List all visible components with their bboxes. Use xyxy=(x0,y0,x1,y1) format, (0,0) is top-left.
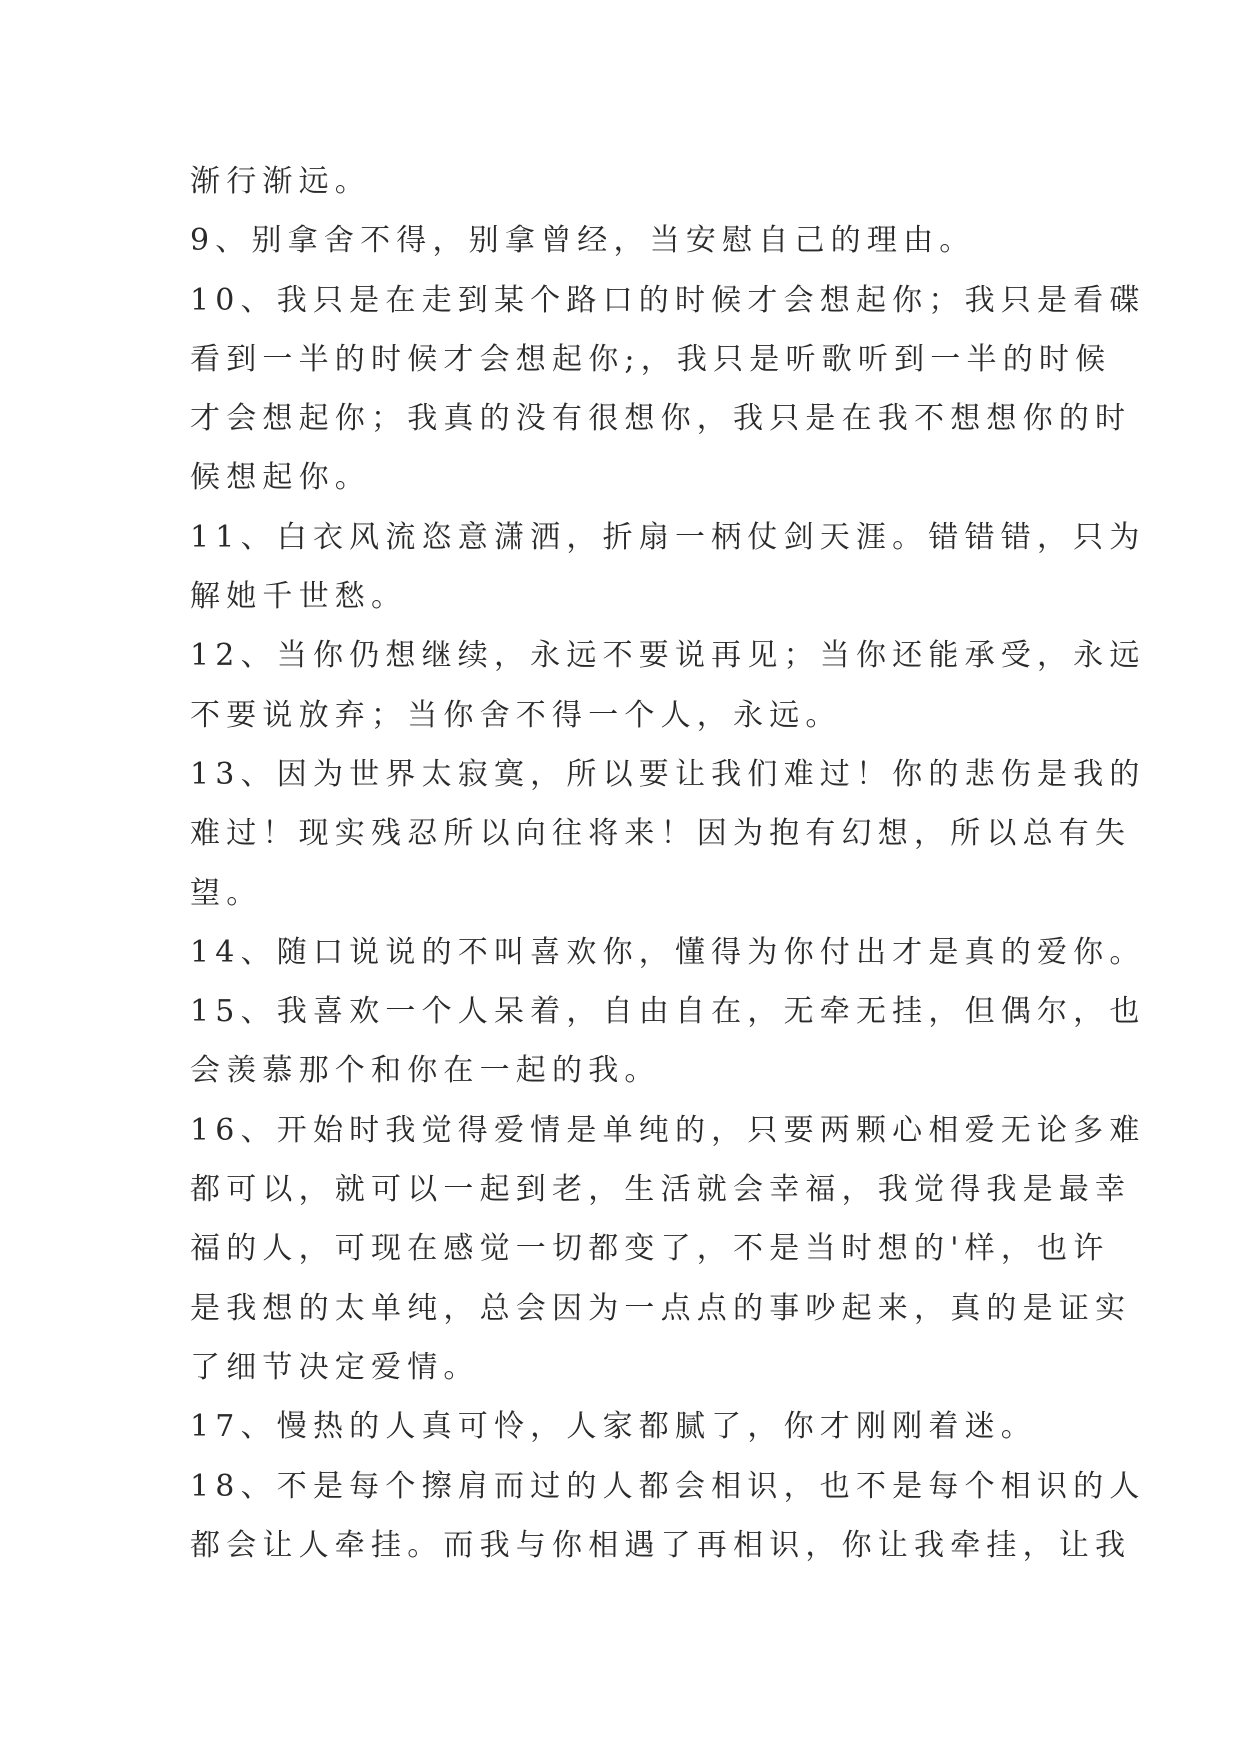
text-line: 才会想起你；我真的没有很想你，我只是在我不想想你的时 xyxy=(190,401,1132,437)
text-line: 15、我喜欢一个人呆着，自由自在，无牵无挂，但偶尔，也 xyxy=(190,994,1146,1030)
text-line: 17、慢热的人真可怜，人家都腻了，你才刚刚着迷。 xyxy=(190,1409,1037,1445)
text-line: 解她千世愁。 xyxy=(190,579,408,615)
text-line: 18、不是每个擦肩而过的人都会相识，也不是每个相识的人 xyxy=(190,1468,1146,1504)
text-line: 是我想的太单纯，总会因为一点点的事吵起来，真的是证实 xyxy=(190,1290,1132,1326)
text-line: 福的人，可现在感觉一切都变了，不是当时想的'样，也许 xyxy=(190,1231,1110,1267)
text-line: 10、我只是在走到某个路口的时候才会想起你；我只是看碟 xyxy=(190,282,1146,318)
text-line: 11、白衣风流恣意潇洒，折扇一柄仗剑天涯。错错错，只为 xyxy=(190,519,1146,555)
text-line: 难过！现实残忍所以向往将来！因为抱有幻想，所以总有失 xyxy=(190,816,1132,852)
text-line: 了细节决定爱情。 xyxy=(190,1349,480,1385)
text-line: 都会让人牵挂。而我与你相遇了再相识，你让我牵挂，让我 xyxy=(190,1527,1132,1563)
document-body xyxy=(190,152,1146,1575)
text-line: 都可以，就可以一起到老，生活就会幸福，我觉得我是最幸 xyxy=(190,1172,1132,1208)
text-line: 16、开始时我觉得爱情是单纯的，只要两颗心相爱无论多难 xyxy=(190,1112,1146,1148)
text-line: 看到一半的时候才会想起你;，我只是听歌听到一半的时候 xyxy=(190,341,1112,377)
text-line: 会羡慕那个和你在一起的我。 xyxy=(190,1053,661,1089)
text-line: 9、别拿舍不得，别拿曾经，当安慰自己的理由。 xyxy=(190,223,976,259)
text-line: 候想起你。 xyxy=(190,460,371,496)
text-line: 望。 xyxy=(190,875,263,911)
text-line: 渐行渐远。 xyxy=(190,164,371,199)
text-line: 14、随口说说的不叫喜欢你，懂得为你付出才是真的爱你。 xyxy=(190,934,1146,970)
text-line: 不要说放弃；当你舍不得一个人，永远。 xyxy=(190,697,842,733)
text-line: 12、当你仍想继续，永远不要说再见；当你还能承受，永远 xyxy=(190,638,1146,674)
text-line: 13、因为世界太寂寞，所以要让我们难过！你的悲伤是我的 xyxy=(190,756,1146,792)
